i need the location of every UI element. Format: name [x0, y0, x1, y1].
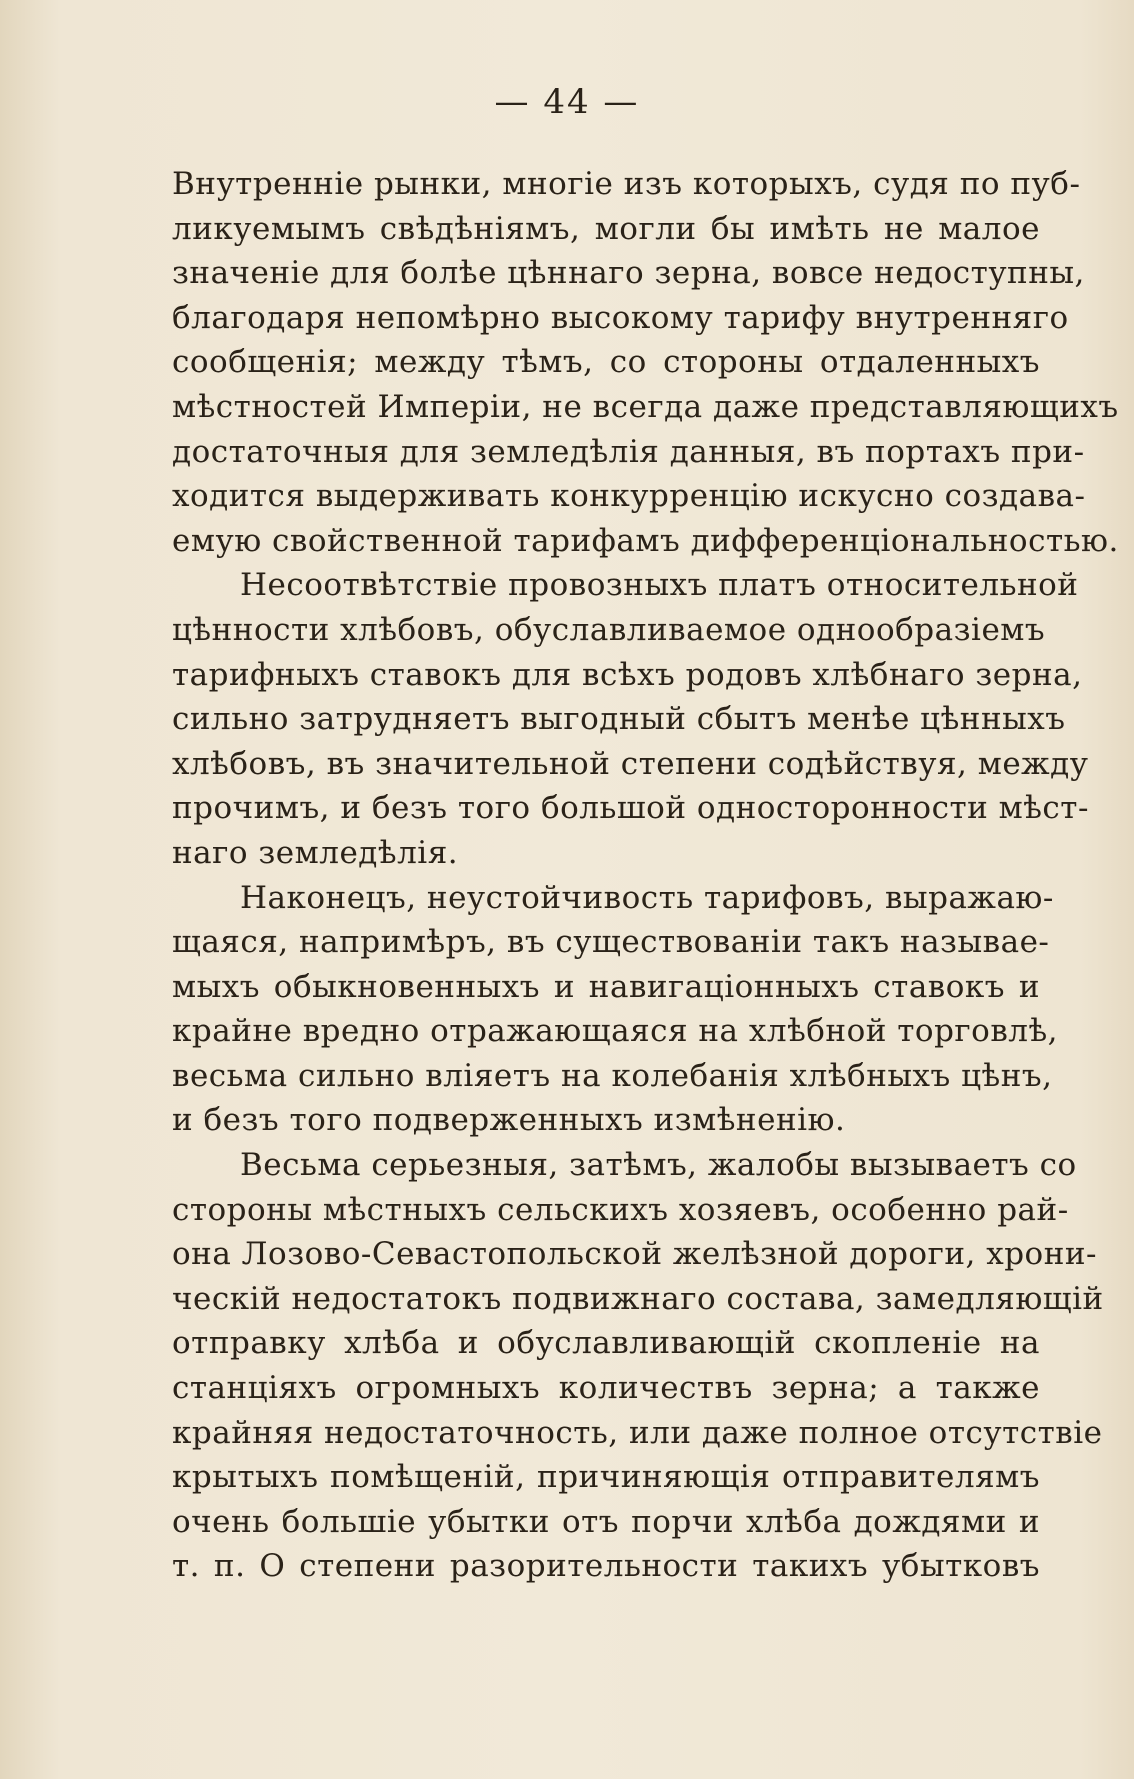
text-line: Наконецъ, неустойчивость тарифовъ, выражаю-: [240, 879, 1054, 916]
text-line: тарифныхъ ставокъ для всѣхъ родовъ хлѣбнаго зерна,: [172, 656, 1083, 693]
text-line: сообщенiя; между тѣмъ, со стороны отдаленныхъ: [172, 344, 1040, 381]
page-number: — 44 —: [494, 82, 640, 122]
text-line: ческiй недостатокъ подвижнаго состава, замедляющiй: [172, 1280, 1104, 1317]
text-line: Весьма серьезныя, затѣмъ, жалобы вызываетъ со: [240, 1147, 1077, 1184]
text-line: благодаря непомѣрно высокому тарифу внутренняго: [172, 299, 1069, 336]
text-line: наго земледѣлiя.: [172, 834, 459, 871]
text-line: Несоотвѣтствiе провозныхъ платъ относительной: [240, 567, 1079, 604]
text-line: хлѣбовъ, въ значительной степени содѣйствуя, между: [172, 745, 1089, 782]
text-line: очень большiе убытки отъ порчи хлѣба дождями и: [172, 1503, 1040, 1540]
text-line: Внутреннiе рынки, многiе изъ которыхъ, судя по пуб-: [172, 166, 1081, 202]
text-line: весьма сильно влiяетъ на колебанiя хлѣбныхъ цѣнъ,: [172, 1057, 1053, 1094]
text-line: станцiяхъ огромныхъ количествъ зерна; а также: [172, 1370, 1040, 1407]
text-line: прочимъ, и безъ того большой односторонности мѣст-: [172, 790, 1089, 827]
text-line: крайняя недостаточность, или даже полное отсутствiе: [172, 1414, 1103, 1451]
text-line: стороны мѣстныхъ сельскихъ хозяевъ, особенно рай-: [172, 1191, 1069, 1228]
text-line: крытыхъ помѣщенiй, причиняющiя отправителямъ: [172, 1459, 1040, 1496]
text-line: т. п. О степени разорительности такихъ убытковъ: [172, 1548, 1040, 1585]
text-line: достаточныя для земледѣлiя данныя, въ портахъ при-: [172, 433, 1085, 470]
text-line: крайне вредно отражающаяся на хлѣбной торговлѣ,: [172, 1013, 1059, 1050]
text-line: отправку хлѣба и обуславливающiй скопленiе на: [172, 1325, 1040, 1362]
text-line: ходится выдерживать конкурренцiю искусно создава-: [172, 478, 1086, 515]
text-line: цѣнности хлѣбовъ, обуславливаемое однообразiемъ: [172, 611, 1046, 648]
text-line: емую свойственной тарифамъ дифференцiональностью.: [172, 522, 1119, 559]
text-line: и безъ того подверженныхъ измѣненiю.: [172, 1102, 846, 1139]
text-line: мѣстностей Имперiи, не всегда даже представляющихъ: [172, 388, 1119, 425]
text-line: щаяся, напримѣръ, въ существованiи такъ называе-: [172, 924, 1050, 961]
text-line: она Лозово-Севастопольской желѣзной дороги, хрони-: [172, 1236, 1097, 1273]
page-body-text: [172, 162, 1119, 1589]
text-line: ликуемымъ свѣдѣнiямъ, могли бы имѣть не малое: [172, 210, 1040, 247]
text-line: значенiе для болѣе цѣннаго зерна, вовсе недоступны,: [172, 255, 1085, 292]
text-line: сильно затрудняетъ выгодный сбытъ менѣе цѣнныхъ: [172, 701, 1066, 738]
text-line: мыхъ обыкновенныхъ и навигацiонныхъ ставокъ и: [172, 968, 1040, 1005]
